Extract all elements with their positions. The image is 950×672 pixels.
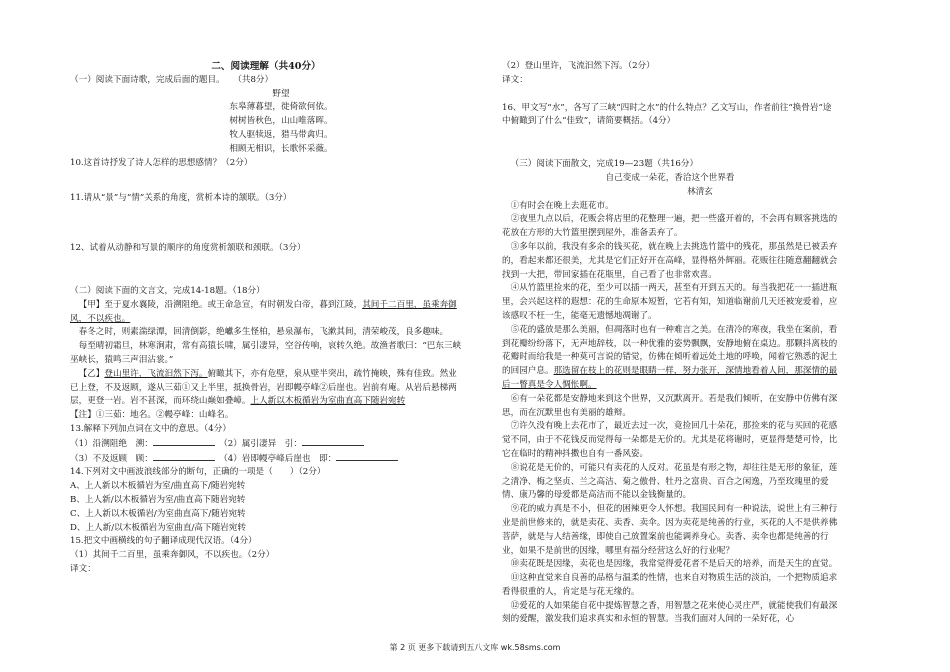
poem-title: 野望	[272, 88, 290, 99]
question-11: 11.请从“景”与“情”关系的角度，赏析本诗的颔联。（3分）	[70, 193, 292, 204]
option-a: A、上人新以木板循岩为室/曲直高下/随岩宛转	[70, 481, 246, 492]
q3-intro: （三）阅读下面散文，完成19—23题（共16分）	[510, 159, 699, 170]
essay-paragraph: ⑫爱花的人如果能自花中提炼智慧之香，用智慧之花来使心灵庄严，就能使我们有最深刻的爱醒，激发我们追求真实和永恒的智慧。当我们面对人间的一朵好花，心	[502, 600, 838, 625]
passage-a-p1: 【甲】至于夏水襄陵，沿溯阻绝。或王命急宣，有时朝发白帝，暮到江陵，其间千二百里，虽乘奔御风，不以疾也。	[70, 299, 457, 324]
poem-line: 树树皆秋色，山山唯落晖。	[229, 116, 333, 127]
option-c: C、上人新以木板循岩/为室曲直高下/随岩宛转	[70, 508, 246, 519]
answer-blank[interactable]	[336, 452, 398, 461]
passage-a-p3: 每至晴初霜旦，林寒涧肃，常有高猿长啸，属引凄异，空谷传响，哀转久绝。故渔者歌曰：“巴东三峡巫峡长，猿鸣三声泪沾裳。”	[70, 341, 462, 365]
essay-title: 自己变成一朵花，香洽这个世界看	[605, 172, 735, 183]
underlined-sentence: 百里，虽乘奔御风，不以疾也。	[70, 299, 457, 324]
q2-intro: （二）阅读下面的文言文，完成14-18题。（18分）	[70, 285, 265, 296]
underlined-sentence: 登山里许，飞流汩然下泻。	[104, 368, 208, 379]
essay-paragraph: ⑦许久没有晚上去花市了，最近去过一次，竟捡回几十朵花，那捡来的花与买回的花感觉不同，由于不花钱反而觉得每一朵都是无价的。尤其是花将谢时，更显得楚楚可怜，比它在临时的精神抖擞也自有一番风姿。	[502, 421, 838, 459]
underlined-sentence: 其间千二	[362, 299, 397, 310]
translation-label: 译文：	[502, 74, 528, 85]
essay-paragraph: ④从竹篮里捡来的花，至少可以插一两天，甚至有开到五天的。每当我把花一一插进瓶里，会兴起这样的遐想：花的生命原本短暂，它若有知，知道临谢前几天还被宠爱着，应该感叹不枉一生，能毫无遗憾地凋谢了。	[502, 283, 838, 321]
left-column	[70, 60, 462, 577]
question-14: 14.下列对文中画波浪线部分的断句，正确的一项是（ ）（2分）	[70, 467, 326, 478]
question-15-2: （2）登山里许，飞流汩然下泻。（2分）	[502, 61, 655, 71]
option-d: D、上人新/以木板循岩为室曲直/高下随岩宛转	[70, 522, 246, 533]
poem-line: 牧人驱犊返，猎马带禽归。	[229, 129, 333, 140]
question-15: 15.把文中画横线的句子翻译成现代汉语。（4分）	[70, 536, 257, 547]
option-b: B、上人新/以木板循岩为室/曲直高下随岩宛转	[70, 494, 246, 505]
answer-blank[interactable]	[153, 437, 215, 446]
answer-blank[interactable]	[153, 452, 215, 461]
essay-paragraph: ①有时会在晚上去逛花市。	[510, 200, 614, 211]
essay-paragraph: ⑪这种直觉来自良善的品格与温柔的性情，也来自对物质生活的淡泊，一个把物质追求看得很重的人，肯定是与花无缘的。	[502, 573, 838, 597]
underlined-sentence: 那选留在枝上的花则是眼睛一样，努力张开，深情地看着人间，那深情的最后一瞥真是令人惆怅啊。	[502, 366, 838, 390]
question-13: 13.解释下列加点词在文中的意思。（4分）	[70, 423, 231, 434]
question-12: 12、试着从动静和写景的顺序的角度赏析颔联和颈联。（3分）	[70, 243, 306, 254]
essay-paragraph: ⑨花的威力真是不小，但花的困辣更令人怀想。我国民间有一种说法，说世上有三种行业是前世修来的，就是卖花、卖香、卖伞。因为卖花是纯善的行业，买花的人不是供养佛菩萨，就是与人结善缘，即使自己放置案前也能调养身心。卖香、卖伞也都是纯善的行业，如果不是前世的因缘，哪里有福分经营这么好的行业呢？	[502, 504, 838, 556]
essay-paragraph: ⑤花的盛放是那么美丽，但凋落时也有一种难言之美。在清冷的寒夜，我坐在案前，看到花瓣纷纷落下，无声地辞枝，以一种优雅的姿势飘飘，安静地俯在桌边。那颗抖离枝的花瓣时而给我是一种莫可言说的错觉，仿佛在倾听着远处土地的呼唤，闻着它熟悉的泥土的回园户息。那选留在枝上的花则是眼睛一样，努力张开，深情地看着人间，那深情的最后一瞥真是令人惆怅啊。	[502, 324, 838, 390]
wavy-underlined-sentence: 上人新以木板循岩为室曲直高下随岩宛转	[250, 396, 406, 407]
section-title: 二、阅读理解（共40分）	[211, 61, 321, 72]
essay-paragraph: ③多年以前，我没有多余的钱买花，就在晚上去挑选竹篮中的残花，那虽然是已被丢弃的，看起来都还很美，尤其是它们正好开在高峰，显得格外辉丽。花贩往往随意翻翻就会找到一大把，带回家插在花瓶里，自己看了也非常欢喜。	[502, 241, 838, 280]
passage-a-p2: 春冬之时，则素湍绿潭，回清倒影，绝巘多生怪柏，悬泉瀑布，飞漱其间，清荣峻茂，良多趣味。	[78, 327, 449, 338]
right-column	[502, 60, 838, 627]
question-15-1: （1）其间千二百里，虽乘奔御风，不以疾也。（2分）	[70, 550, 275, 561]
question-10: 10.这首诗抒发了诗人怎样的思想感情？（2分）	[70, 157, 253, 168]
question-16: 16、甲文写“水”，各写了三峡“四时之水”的什么特点？乙文写山，作者前往“换骨岩”途中俯瞰到了什么“佳致”，请简要概括。（4分）	[502, 102, 832, 127]
poem-line: 东皋薄暮望，徙倚欲何依。	[229, 102, 333, 113]
essay-paragraph: ⑥有一朵花都是安静地来到这个世界，又沉默离开。若是我们倾听，在安静中仿佛有深思，而在沉默里也有美丽的雄辩。	[502, 393, 838, 418]
poem-line: 相顾无相识，长歌怀采薇。	[229, 143, 333, 154]
poem	[70, 88, 462, 157]
essay-author: 林清玄	[687, 186, 713, 197]
passage-b: 【乙】登山里许，飞流汩然下泻。俯瞰其下，亦有危壁，泉从壁半突出，疏竹掩映，殊有佳致。然业已上登，不及返顾，遂从三茹①又上半里，抵换骨岩，岩即幔亭峰②后崖也。岩前有庵。从岩后悬梯两层，更登一岩。岩不甚深，而环绕山巅如叠嶂。上人新以木板循岩为室曲直高下随岩宛转	[70, 368, 457, 407]
essay-paragraph: ②夜里九点以后，花贩会将店里的花整理一遍，把一些盛开着的，不会再有顾客挑选的花放在方形的大竹篮里摆到屋外，准备丢弃了。	[502, 214, 838, 239]
essay-paragraph: ⑧说花是无价的，可能只有卖花的人反对。花虽是有形之物，却往往是无形的象征，莲之清净、梅之坚贞、兰之高洁、菊之傲骨、牡丹之富贵、百合之闲逸，乃至玫瑰里的爱情、康乃馨的母爱都是高洁而不能以金钱衡量的。	[502, 462, 838, 501]
translation-label: 译文：	[70, 563, 96, 574]
q1-intro: （一）阅读下面诗歌，完成后面的题目。 （共8分）	[70, 74, 274, 85]
q13-row: （1）沿溯阻绝 溯： （2）属引凄异 引：	[70, 437, 462, 452]
q13-row: （3）不及返顾 顾： （4）岩即幔亭峰后崖也 即：	[70, 452, 462, 467]
essay-paragraph: ⑩卖花既是因缘，卖花也是因缘，我常觉得爱花者不是后天的培养，而是天生的直觉。	[510, 559, 838, 570]
annotation-note: 【注】①三茹：地名。②幔亭峰：山峰名。	[70, 410, 234, 421]
page-footer: 第 2 页 更多下载请到五八文库 wk.58sms.com	[389, 643, 561, 652]
answer-blank[interactable]	[302, 437, 364, 446]
